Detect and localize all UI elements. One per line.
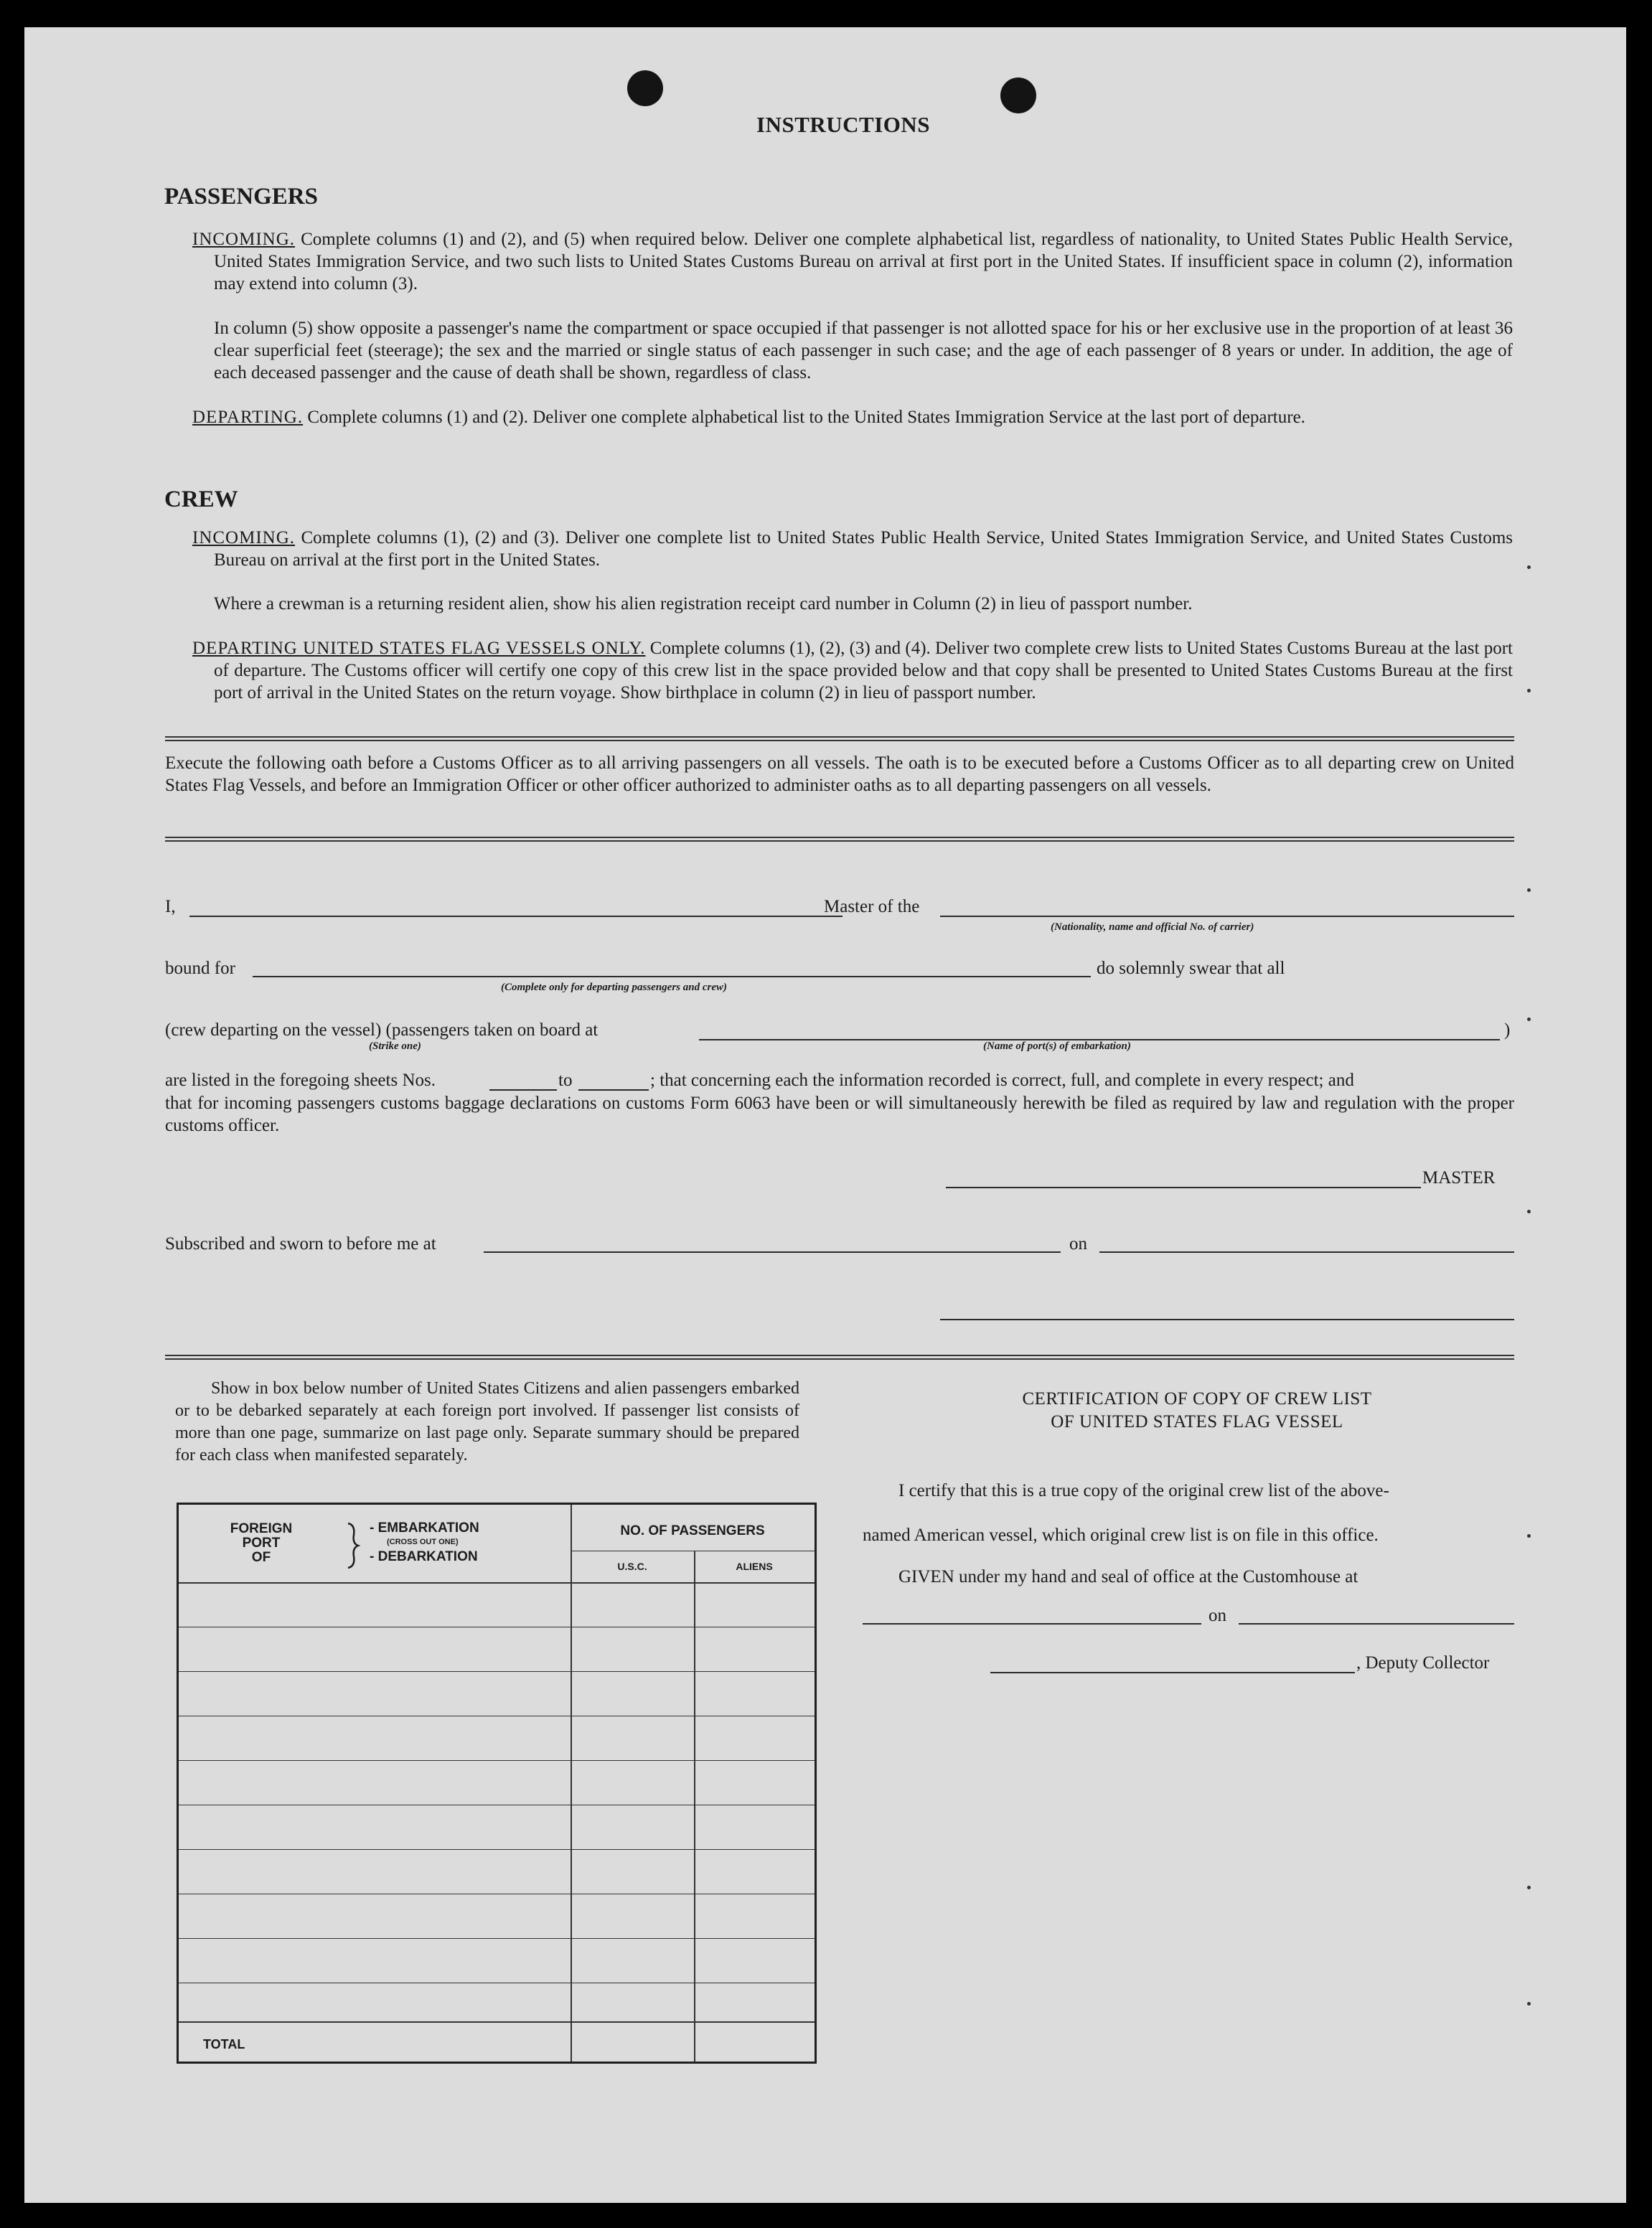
crew-departing-label: DEPARTING UNITED STATES FLAG VESSELS ONLY. [192, 639, 646, 658]
summary-note: Show in box below number of United States Citizens and alien passengers embarked or to be debarked separately at each foreign port involved. If passenger list consists of more than one page, summarize on last page only. Separate summary should be prepared for each class when manifested separately. [175, 1379, 799, 1465]
passengers-heading: PASSENGERS [164, 184, 318, 210]
sworn-date-field[interactable] [1099, 1251, 1514, 1253]
oath-instruction: Execute the following oath before a Customs Officer as to all arriving passengers on all vessels. The oath is to be executed before a Customs Officer as to all departing crew on United States Flag Vessels, and before an Immigration Officer or other officer authorized to administer oaths as to all departing passengers on all vessels. [165, 753, 1514, 795]
certification-on: on [1209, 1606, 1226, 1625]
margin-dot [1527, 2002, 1531, 2006]
table-row [179, 1760, 815, 1761]
crew-incoming [192, 527, 1513, 571]
certification-title-2: OF UNITED STATES FLAG VESSEL [1051, 1412, 1343, 1432]
certification-date-field[interactable] [1239, 1623, 1514, 1625]
punch-hole-right [1000, 77, 1036, 113]
divider [165, 837, 1514, 842]
passengers-departing [192, 406, 1513, 428]
customhouse-field[interactable] [863, 1623, 1201, 1625]
crew-departing-text: Complete columns (1), (2), (3) and (4). Deliver two complete crew lists to United States Customs Bureau at the last port of departure. The Customs officer will certify one copy of this crew list in the space provided below and that copy shall be presented to United States Customs Bureau at the first port of arrival in the United States on the return voyage. Show birthplace in column (2) in lieu of passport number. [214, 639, 1513, 702]
listed-text-b: ; that concerning each the information recorded is correct, full, and complete in every respect; and [650, 1071, 1354, 1090]
bound-for-label: bound for [165, 959, 235, 978]
master-of-the-label: Master of the [824, 897, 920, 916]
passengers-departing-text: Complete columns (1) and (2). Deliver one complete alphabetical list to the United States Immigration Service at the last port of departure. [307, 408, 1305, 427]
port-label: PORT [242, 1536, 281, 1551]
aliens-header: ALIENS [736, 1561, 773, 1572]
form-page [24, 27, 1626, 2203]
crew-departing-text: (crew departing on the vessel) (passengers taken on board at [165, 1020, 599, 1040]
divider [165, 1355, 1514, 1360]
crew-resident-text: Where a crewman is a returning resident alien, show his alien registration receipt card number in Column (2) in lieu of passport number. [214, 594, 1193, 614]
brace-icon [345, 1522, 361, 1569]
certification-title-1: CERTIFICATION OF COPY OF CREW LIST [1022, 1389, 1372, 1409]
master-label: MASTER [1422, 1168, 1496, 1188]
margin-dot [1527, 888, 1531, 892]
usc-header: U.S.C. [617, 1561, 647, 1572]
no-of-passengers-header: NO. OF PASSENGERS [620, 1523, 765, 1538]
bound-caption: (Complete only for departing passengers and crew) [501, 982, 727, 993]
crew-heading: CREW [164, 487, 238, 512]
page-title: INSTRUCTIONS [756, 112, 931, 137]
margin-dot [1527, 1017, 1531, 1021]
listed-to: to [558, 1071, 573, 1090]
table-divider [571, 1505, 572, 2062]
punch-hole-left [627, 70, 663, 106]
table-row [179, 1671, 815, 1672]
strike-one-caption: (Strike one) [369, 1040, 421, 1052]
certification-line-3: GIVEN under my hand and seal of office at the Customhouse at [898, 1567, 1358, 1587]
swear-text: do solemnly swear that all [1097, 959, 1285, 978]
nationality-caption: (Nationality, name and official No. of carrier) [1051, 921, 1254, 933]
table-row [179, 1849, 815, 1850]
carrier-field[interactable] [940, 916, 1514, 917]
deputy-collector-label: , Deputy Collector [1356, 1653, 1490, 1673]
crew-incoming-text: Complete columns (1), (2) and (3). Deliver one complete list to United States Public Health Service, United States Immigration Service, and United States Customs Bureau on arrival at the first port in the United States. [214, 528, 1513, 570]
sworn-on-label: on [1069, 1234, 1087, 1254]
total-row-rule [179, 2021, 815, 2023]
port-caption: (Name of port(s) of embarkation) [983, 1040, 1131, 1052]
certification-line-2: named American vessel, which original crew list is on file in this office. [863, 1526, 1379, 1545]
margin-dot [1527, 1210, 1531, 1213]
passenger-summary-table [177, 1503, 817, 2064]
table-row [179, 1938, 815, 1939]
sheet-to-field[interactable] [578, 1089, 649, 1091]
embarkation-label: - EMBARKATION [370, 1520, 479, 1536]
deputy-signature-field[interactable] [990, 1672, 1355, 1673]
cross-out-label: (CROSS OUT ONE) [387, 1538, 459, 1546]
bound-for-field[interactable] [253, 976, 1091, 977]
divider [165, 736, 1514, 741]
subscribed-label: Subscribed and sworn to before me at [165, 1234, 436, 1254]
sworn-place-field[interactable] [484, 1251, 1061, 1253]
master-name-field[interactable] [189, 916, 843, 917]
master-signature-field[interactable] [946, 1187, 1421, 1188]
officer-signature-field[interactable] [940, 1319, 1514, 1320]
passengers-column5 [214, 317, 1513, 384]
passengers-incoming-label: INCOMING. [192, 230, 296, 249]
debarkation-label: - DEBARKATION [370, 1549, 478, 1564]
foreign-label: FOREIGN [230, 1521, 293, 1536]
passengers-column5-text: In column (5) show opposite a passenger's name the compartment or space occupied if that passenger is not allotted space for his or her exclusive use in the proportion of at least 36 clear superficial feet (steerage); the sex and the married or single status of each passenger in such case; and the age of each passenger of 8 years or under. In addition, the age of each deceased passenger and the cause of death shall be shown, regardless of class. [214, 319, 1513, 382]
total-label: TOTAL [203, 2037, 245, 2051]
foreign-port-header [222, 1522, 301, 1565]
margin-dot [1527, 1534, 1531, 1538]
listed-text-c: that for incoming passengers customs baggage declarations on customs Form 6063 have been or will simultaneously herewith be filed as required by law and regulation with the proper customs officer. [165, 1094, 1514, 1135]
passengers-incoming [192, 228, 1513, 295]
sheet-from-field[interactable] [489, 1089, 557, 1091]
listed-text-a: are listed in the foregoing sheets Nos. [165, 1071, 436, 1090]
table-header-rule [179, 1582, 815, 1584]
margin-dot [1527, 689, 1531, 692]
passengers-incoming-text: Complete columns (1) and (2), and (5) when required below. Deliver one complete alphabetical list, regardless of nationality, to United States Public Health Service, United States Immigration Service, and two such lists to United States Customs Bureau on arrival at first port in the United States. If insufficient space in column (2), information may extend into column (3). [214, 230, 1513, 293]
crew-departing [192, 637, 1513, 704]
certification-line-1: I certify that this is a true copy of the original crew list of the above- [898, 1481, 1389, 1500]
margin-dot [1527, 565, 1531, 569]
of-label: OF [251, 1550, 271, 1565]
oath-i: I, [165, 897, 176, 916]
close-paren: ) [1504, 1020, 1511, 1040]
crew-incoming-label: INCOMING. [192, 528, 296, 547]
passengers-departing-label: DEPARTING. [192, 408, 304, 427]
crew-resident [214, 593, 1513, 615]
margin-dot [1527, 1886, 1531, 1889]
